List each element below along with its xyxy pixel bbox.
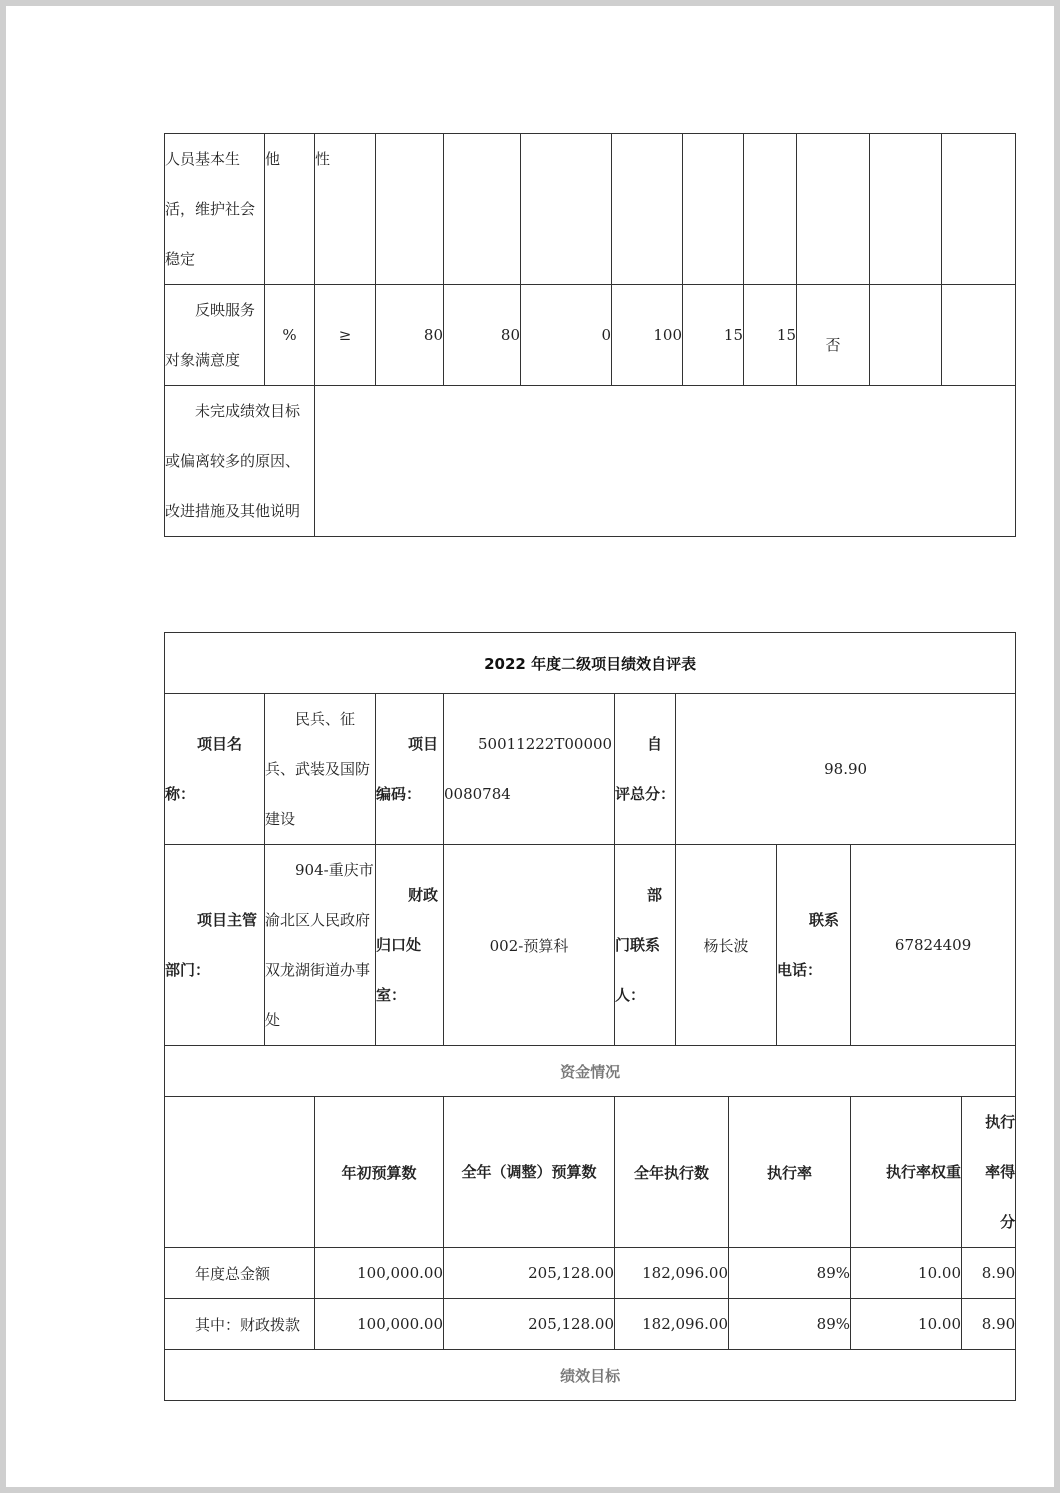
exec-rate-value: 89% bbox=[729, 1299, 851, 1350]
empty-cell bbox=[376, 134, 444, 285]
notes-content bbox=[315, 386, 1016, 537]
empty-cell bbox=[942, 134, 1016, 285]
project-name-label-text: 项目名称： bbox=[165, 735, 243, 803]
empty-cell bbox=[521, 134, 612, 285]
project-code-label bbox=[376, 694, 444, 845]
empty-cell bbox=[683, 134, 744, 285]
phone-label bbox=[777, 845, 851, 1046]
goals-section-header: 绩效目标 bbox=[165, 1350, 1016, 1401]
finance-label-text: 财政归口处室： bbox=[376, 886, 439, 1004]
empty-cell bbox=[942, 285, 1016, 386]
self-evaluation-form bbox=[164, 632, 1016, 1401]
value-cell: 80 bbox=[376, 285, 444, 386]
self-score-value: 98.90 bbox=[676, 694, 1016, 845]
empty-cell bbox=[870, 285, 942, 386]
exec-weight-value: 10.00 bbox=[851, 1248, 962, 1299]
project-name-label bbox=[165, 694, 265, 845]
notes-label: 未完成绩效目标或偏离较多的原因、改进措施及其他说明 bbox=[165, 386, 315, 537]
phone-label-text: 联系电话： bbox=[777, 911, 840, 979]
executed-value: 182,096.00 bbox=[615, 1248, 729, 1299]
value-cell: 15 bbox=[744, 285, 797, 386]
empty-cell bbox=[870, 134, 942, 285]
initial-budget-value: 100,000.00 bbox=[315, 1299, 444, 1350]
adjusted-budget-value: 205,128.00 bbox=[444, 1248, 615, 1299]
contact-value: 杨长波 bbox=[676, 845, 777, 1046]
funds-row bbox=[165, 1299, 1016, 1350]
self-score-label bbox=[615, 694, 676, 845]
project-name-value: 民兵、征兵、武装及国防建设 bbox=[265, 694, 376, 845]
contact-label-text: 部门联系人： bbox=[615, 886, 663, 1004]
adjusted-budget-value: 205,128.00 bbox=[444, 1299, 615, 1350]
funds-section-header: 资金情况 bbox=[165, 1046, 1016, 1097]
value-cell: 15 bbox=[683, 285, 744, 386]
project-code-value: 50011222T000000080784 bbox=[444, 694, 615, 845]
empty-cell bbox=[444, 134, 521, 285]
empty-cell bbox=[744, 134, 797, 285]
initial-budget-header: 年初预算数 bbox=[315, 1097, 444, 1248]
exec-rate-header: 执行率 bbox=[729, 1097, 851, 1248]
indicator-name-cell: 反映服务对象满意度 bbox=[165, 285, 265, 386]
exec-score-value: 8.90 bbox=[962, 1248, 1016, 1299]
dept-label bbox=[165, 845, 265, 1046]
dept-value: 904-重庆市渝北区人民政府双龙湖街道办事处 bbox=[265, 845, 376, 1046]
project-code-label-text: 项目编码： bbox=[376, 735, 439, 803]
document-page bbox=[6, 6, 1054, 1487]
indicator-nature-cell: 性 bbox=[315, 134, 376, 285]
exec-score-value: 8.90 bbox=[962, 1299, 1016, 1350]
adjusted-budget-header: 全年（调整）预算数 bbox=[444, 1097, 615, 1248]
exec-score-header: 执行率得分 bbox=[962, 1097, 1016, 1248]
empty-cell bbox=[612, 134, 683, 285]
value-cell: 100 bbox=[612, 285, 683, 386]
contact-label bbox=[615, 845, 676, 1046]
indicator-name-cell: 人员基本生活，维护社会稳定 bbox=[165, 134, 265, 285]
empty-cell bbox=[797, 134, 870, 285]
value-cell: 0 bbox=[521, 285, 612, 386]
exec-rate-value: 89% bbox=[729, 1248, 851, 1299]
form-title: 2022 年度二级项目绩效自评表 bbox=[165, 633, 1016, 694]
phone-value: 67824409 bbox=[851, 845, 1016, 1046]
indicator-table-continued bbox=[164, 133, 1016, 537]
value-cell: 80 bbox=[444, 285, 521, 386]
unit-cell: % bbox=[265, 285, 315, 386]
finance-value: 002-预算科 bbox=[444, 845, 615, 1046]
funds-row-label: 年度总金额 bbox=[165, 1248, 315, 1299]
initial-budget-value: 100,000.00 bbox=[315, 1248, 444, 1299]
exec-weight-header: 执行率权重 bbox=[851, 1097, 962, 1248]
finance-label bbox=[376, 845, 444, 1046]
empty-header-cell bbox=[165, 1097, 315, 1248]
indicator-type-cell: 他 bbox=[265, 134, 315, 285]
dept-label-text: 项目主管部门： bbox=[165, 911, 258, 979]
executed-value: 182,096.00 bbox=[615, 1299, 729, 1350]
operator-cell: ≥ bbox=[315, 285, 376, 386]
flag-cell: 否 bbox=[797, 285, 870, 386]
exec-weight-value: 10.00 bbox=[851, 1299, 962, 1350]
executed-header: 全年执行数 bbox=[615, 1097, 729, 1248]
self-score-label-text: 自评总分： bbox=[615, 735, 676, 803]
funds-row-label: 其中：财政拨款 bbox=[165, 1299, 315, 1350]
funds-row bbox=[165, 1248, 1016, 1299]
